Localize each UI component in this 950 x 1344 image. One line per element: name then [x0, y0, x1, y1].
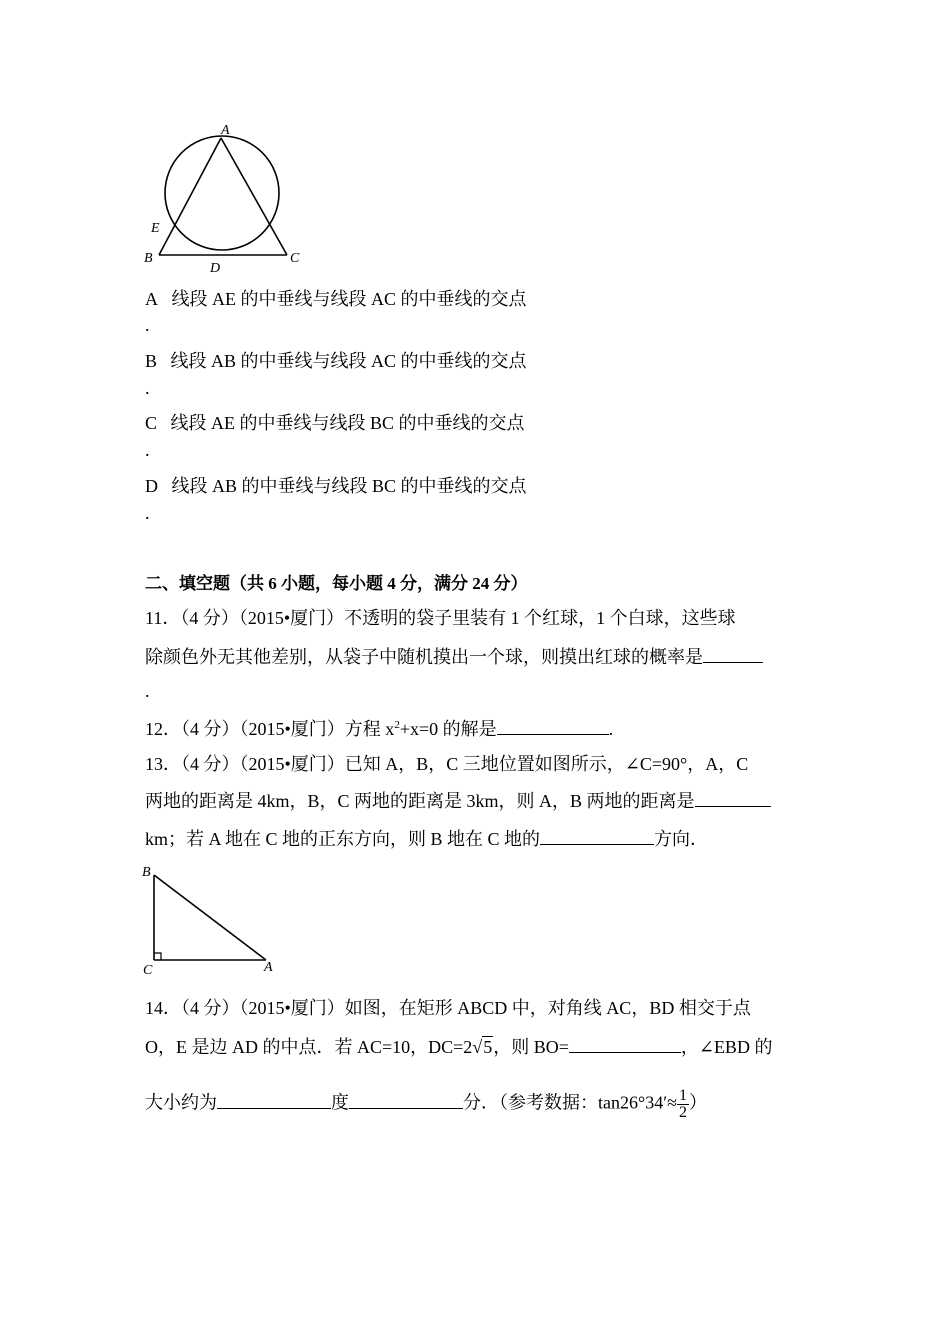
fraction-one-half: [677, 1088, 689, 1121]
q11-line2: [145, 643, 763, 669]
q13-distance-blank[interactable]: [695, 788, 771, 807]
segment-ab: [154, 875, 266, 960]
q11-end: .: [145, 681, 150, 701]
q14-minute-blank[interactable]: [349, 1090, 463, 1109]
q12-answer-blank[interactable]: [497, 716, 609, 735]
q14-line2-b: ，则 BO=: [493, 1037, 569, 1057]
option-a-dot: .: [145, 315, 150, 335]
option-d: [145, 472, 527, 498]
q14-line2: [145, 1033, 772, 1059]
sqrt-radicand: 5: [483, 1037, 493, 1057]
q13-line3-text: km；若 A 地在 C 地的正东方向，则 B 地在 C 地的: [145, 829, 541, 849]
option-b: [145, 347, 527, 373]
sqrt-symbol: √5: [472, 1037, 493, 1057]
option-a-text: 线段 AE 的中垂线与线段 AC 的中垂线的交点: [171, 289, 527, 309]
q13-line3-end: 方向．: [654, 829, 709, 849]
q14-line2-c: ，∠EBD 的: [680, 1037, 773, 1057]
q12-sup: 2: [394, 719, 400, 731]
option-d-dot: .: [145, 503, 150, 523]
q12-prefix: 12．（4 分）（2015•厦门）方程 x: [145, 719, 395, 739]
option-a: [145, 285, 527, 311]
option-c-text: 线段 AE 的中垂线与线段 BC 的中垂线的交点: [170, 413, 525, 433]
option-c-letter: C: [145, 413, 158, 433]
q11-line1: 11．（4 分）（2015•厦门）不透明的袋子里装有 1 个红球，1 个白球，这些球: [145, 608, 736, 628]
q14-degree-blank[interactable]: [217, 1090, 331, 1109]
q14-line3-a: 大小约为: [145, 1092, 217, 1113]
segment-ab: [159, 138, 221, 255]
q14-line3-b: 度: [331, 1092, 349, 1113]
figure-circle-triangle: [140, 120, 310, 275]
label-c: C: [143, 963, 153, 977]
label-c: C: [290, 251, 300, 266]
q13-line1: 13．（4 分）（2015•厦门）已知 A，B，C 三地位置如图所示，∠C=90°，A，C: [145, 754, 749, 774]
q14-line1: 14．（4 分）（2015•厦门）如图，在矩形 ABCD 中，对角线 AC，BD 相交于点: [145, 998, 751, 1018]
label-b: B: [142, 865, 151, 880]
option-b-letter: B: [145, 351, 158, 371]
option-a-letter: A: [145, 289, 158, 309]
q14-bo-blank[interactable]: [569, 1034, 681, 1053]
label-d: D: [210, 261, 221, 275]
label-a: A: [264, 960, 273, 975]
fraction-numerator: 1: [679, 1087, 688, 1104]
circle: [165, 136, 279, 250]
option-b-text: 线段 AB 的中垂线与线段 AC 的中垂线的交点: [170, 351, 527, 371]
q14-line2-a: O，E 是边 AD 的中点．若 AC=10，DC=2: [145, 1037, 473, 1057]
segment-ac: [221, 138, 287, 255]
label-e: E: [151, 221, 160, 236]
q13-line2-text: 两地的距离是 4km，B，C 两地的距离是 3km，则 A，B 两地的距离是: [145, 791, 695, 811]
q13-line3: [145, 825, 708, 851]
q13-direction-blank[interactable]: [540, 826, 654, 845]
q11-answer-blank[interactable]: [703, 644, 763, 663]
q12-line: [145, 715, 613, 741]
option-c: [145, 409, 525, 435]
right-angle-mark: [154, 953, 161, 960]
fraction-denominator: 2: [679, 1104, 688, 1121]
q12-end: .: [608, 719, 614, 739]
option-d-letter: D: [145, 476, 158, 496]
q14-line3-d: ）: [689, 1092, 708, 1113]
figure-right-triangle: [138, 862, 283, 977]
q14-line3: [145, 1088, 707, 1121]
label-a: A: [221, 123, 230, 138]
q14-line3-c: 分．（参考数据：tan26°34′≈: [463, 1092, 678, 1113]
section-title: 二、填空题（共 6 小题，每小题 4 分，满分 24 分）: [145, 574, 528, 593]
q12-mid: +x=0 的解是: [399, 719, 497, 739]
option-d-text: 线段 AB 的中垂线与线段 BC 的中垂线的交点: [171, 476, 527, 496]
label-b: B: [144, 251, 153, 266]
option-b-dot: .: [145, 378, 150, 398]
q11-text: 除颜色外无其他差别，从袋子中随机摸出一个球，则摸出红球的概率是: [145, 647, 703, 667]
option-c-dot: .: [145, 440, 150, 460]
q13-line2: [145, 787, 771, 813]
